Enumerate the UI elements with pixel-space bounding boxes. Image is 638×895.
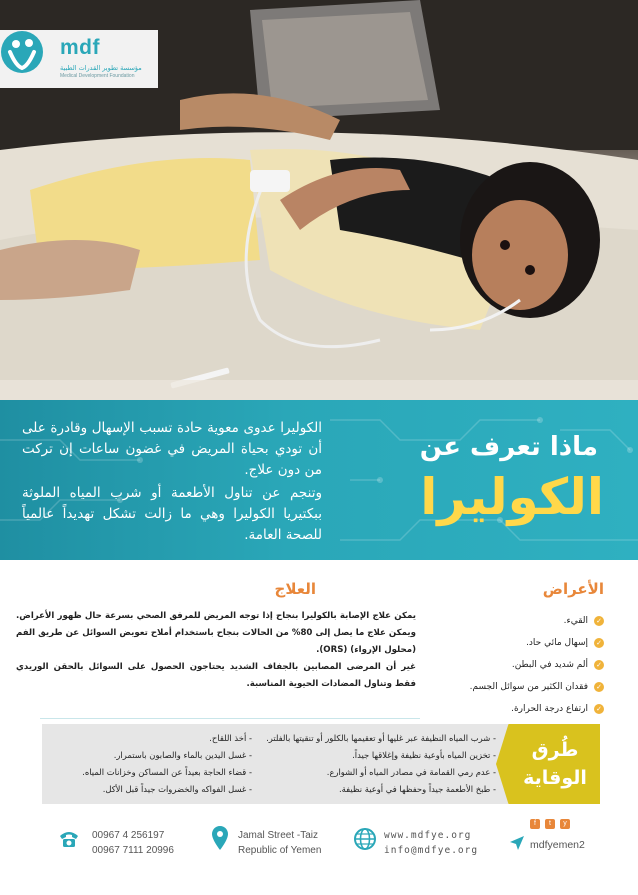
list-item: ✓ فقدان الكثير من سوائل الجسم.: [424, 676, 604, 698]
logo-text: mdf: [60, 36, 100, 59]
treatment-text: [16, 608, 416, 693]
check-icon: ✓: [594, 704, 604, 714]
website-link[interactable]: www.mdfye.org: [384, 830, 472, 841]
address-line-2: Republic of Yemen: [238, 845, 322, 856]
intro-text: [22, 418, 322, 548]
list-item: - تخزين المياه بأوعية نظيفة وإغلاقها جيداً.: [352, 750, 496, 760]
treatment-paragraph-1: يمكن علاج الإصابة بالكوليرا بنجاح إذا توجه المريض للمرفق الصحي بسرعة حال ظهور الأعراض. ويمكن علاج ما يصل إلى 80% من الحالات بنجاح باستخدام أملاح تعويض السوائل عن طريق الفم (محلول الإرواء) (ORS).: [16, 611, 416, 655]
send-icon: [510, 836, 524, 850]
prevention-title: طُرق الوقاية: [523, 739, 587, 789]
list-item: - غسل اليدين بالماء والصابون باستمرار.: [113, 750, 252, 760]
logo-subtitle-ar: مؤسسة تطوير القدرات الطبية: [60, 64, 142, 72]
list-item: ✓ القيء.: [424, 610, 604, 632]
check-icon: ✓: [594, 682, 604, 692]
symptoms-title: الأعراض: [542, 580, 604, 598]
hero-photo: [0, 0, 638, 400]
list-item: - شرب المياه النظيفة عبر غليها أو تعقيمها بالكلور أو تنقيتها بالفلتر.: [266, 733, 496, 743]
list-item: ✓ ارتفاع درجة الحرارة.: [424, 698, 604, 720]
divider: [40, 718, 420, 719]
list-item: - عدم رمي القمامة في مصادر المياه أو الشوارع.: [326, 767, 496, 777]
phone-icon: [58, 830, 80, 848]
intro-banner: [0, 400, 638, 560]
logo-subtitle-en: Medical Development Foundation: [60, 73, 135, 79]
twitter-icon[interactable]: t: [545, 819, 555, 829]
intro-paragraph-2: وتنجم عن تناول الأطعمة أو شرب المياه الملوثة ببكتيريا الكوليرا وهي ما زالت تشكل تهديداً عالمياً للصحة العامة.: [22, 485, 322, 543]
check-icon: ✓: [594, 660, 604, 670]
list-item: ✓ ألم شديد في البطن.: [424, 654, 604, 676]
globe-icon: [354, 828, 376, 850]
phone-number-1[interactable]: 00967 4 256197: [92, 830, 165, 841]
treatment-paragraph-2: غير أن المرضى المصابين بالجفاف الشديد يحتاجون الحصول على السوائل بالحقن الوريدي فقط وتناول المضادات الحيوية المناسبة.: [16, 662, 416, 689]
list-item: - قضاء الحاجة بعيداً عن المساكن وخزانات المياه.: [82, 767, 252, 777]
social-icons: [530, 819, 570, 829]
list-item: - طبخ الأطعمة جيداً وحفظها في أوعية نظيفة.: [338, 784, 496, 794]
list-item: ✓ إسهال مائي حاد.: [424, 632, 604, 654]
address-line-1: Jamal Street -Taiz: [238, 830, 319, 841]
list-item: - غسل الفواكه والخضروات جيداً قبل الأكل.: [102, 784, 252, 794]
logo-panel: [0, 30, 158, 88]
symptoms-list: [424, 610, 604, 720]
prevention-list-right: [258, 730, 496, 798]
list-item: - أخذ اللقاح.: [209, 733, 252, 743]
check-icon: ✓: [594, 616, 604, 626]
youtube-icon[interactable]: y: [560, 819, 570, 829]
social-handle[interactable]: mdfyemen2: [530, 839, 585, 851]
phone-number-2[interactable]: 00967 7111 20996: [92, 845, 174, 856]
treatment-title: العلاج: [274, 580, 316, 598]
banner-heading: ماذا تعرف عن: [419, 432, 598, 462]
intro-paragraph-1: الكوليرا عدوى معوية حادة تسبب الإسهال وقادرة على أن تودي بحياة المريض في غضون ساعات إن تركت من دون علاج.: [22, 420, 322, 478]
check-icon: ✓: [594, 638, 604, 648]
location-pin-icon: [212, 826, 228, 850]
email-link[interactable]: info@mdfye.org: [384, 845, 479, 856]
prevention-list-left: [52, 730, 252, 798]
banner-title: الكوليرا: [420, 468, 604, 526]
mdf-logo-icon: [0, 30, 44, 74]
facebook-icon[interactable]: f: [530, 819, 540, 829]
